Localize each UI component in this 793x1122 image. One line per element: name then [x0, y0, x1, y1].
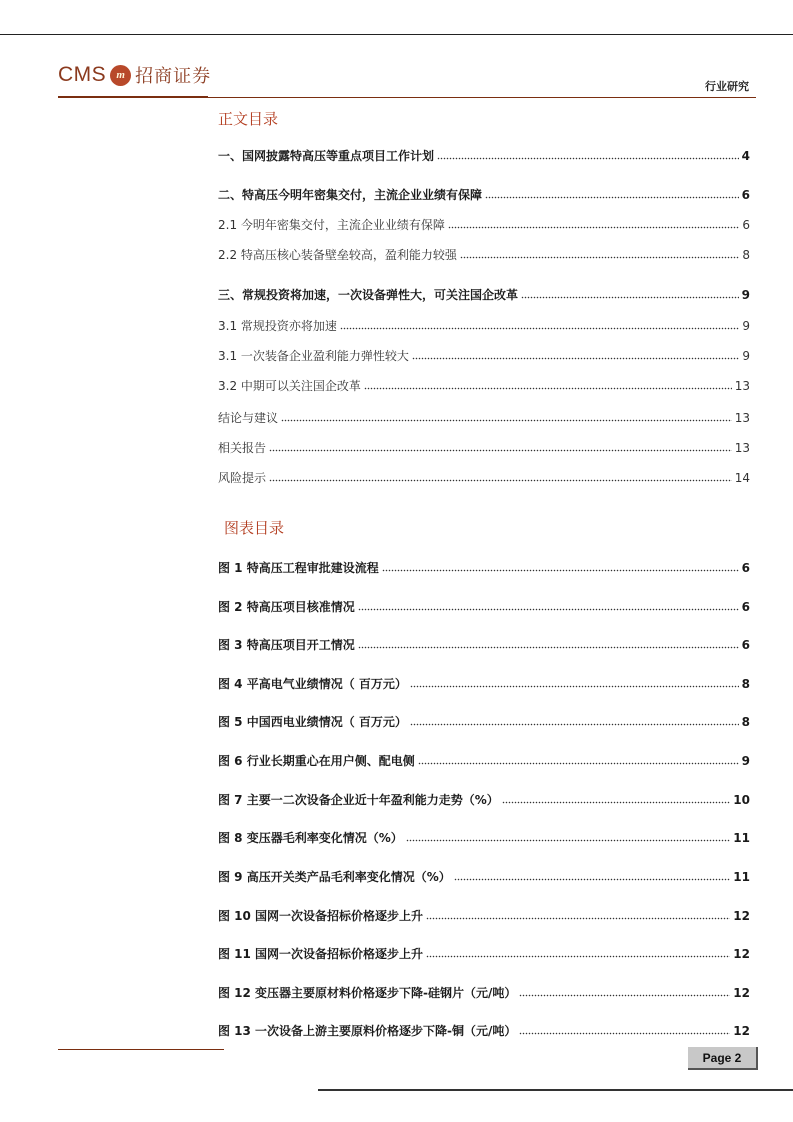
figure-entry[interactable] [218, 637, 750, 653]
figure-entry-page: 11 [733, 870, 750, 884]
figure-entry-page: 6 [741, 638, 750, 652]
figure-entry-label: 图 12 变压器主要原材料价格逐步下降-硅钢片（元/吨） [218, 986, 517, 1000]
dot-leader [418, 753, 739, 765]
toc-entry-label: 风险提示 [218, 471, 267, 485]
dot-leader [382, 560, 739, 572]
figure-entry[interactable] [218, 753, 750, 769]
dot-leader [269, 440, 732, 452]
figure-entry-label: 图 1 特高压工程审批建设流程 [218, 561, 379, 575]
dot-leader [410, 714, 739, 726]
dot-leader [281, 410, 732, 422]
figure-entry[interactable] [218, 599, 750, 615]
dot-leader [340, 318, 739, 330]
dot-leader [269, 470, 732, 482]
figure-entry-label: 图 10 国网一次设备招标价格逐步上升 [218, 909, 424, 923]
toc-entry[interactable] [218, 318, 750, 334]
toc-entry-page: 8 [742, 248, 750, 262]
figure-entry[interactable] [218, 560, 750, 576]
dot-leader [406, 830, 731, 842]
figure-entry-label: 图 8 变压器毛利率变化情况（%） [218, 831, 403, 845]
dot-leader [519, 1023, 730, 1035]
dot-leader [364, 378, 732, 390]
figure-list-title: 图表目录 [224, 519, 285, 537]
figure-entry-label: 图 3 特高压项目开工情况 [218, 638, 355, 652]
figure-entry-page: 12 [733, 947, 750, 961]
figure-entry-page: 12 [733, 986, 750, 1000]
toc-entry-page: 9 [742, 349, 750, 363]
toc-entry[interactable] [218, 187, 750, 203]
toc-entry[interactable] [218, 470, 750, 486]
dot-leader [437, 148, 739, 160]
logo-chinese: 招商证券 [135, 66, 212, 87]
dot-leader [410, 676, 739, 688]
toc-entry[interactable] [218, 440, 750, 456]
toc-entry-label: 2.2 特高压核心装备壁垒较高，盈利能力较强 [218, 248, 457, 262]
toc-title: 正文目录 [218, 110, 279, 128]
toc-entry-label: 二、特高压今明年密集交付，主流企业业绩有保障 [218, 188, 483, 202]
dot-leader [485, 187, 739, 199]
figure-entry[interactable] [218, 908, 750, 924]
figure-entry-page: 6 [741, 600, 750, 614]
top-rule [0, 34, 793, 35]
section-tag: 行业研究 [705, 80, 749, 93]
company-logo [58, 62, 211, 88]
figure-entry[interactable] [218, 792, 750, 808]
figure-entry[interactable] [218, 830, 750, 846]
figure-entry-page: 6 [741, 561, 750, 575]
toc-entry[interactable] [218, 378, 750, 394]
dot-leader [519, 985, 730, 997]
toc-entry-label: 3.1 一次装备企业盈利能力弹性较大 [218, 349, 409, 363]
dot-leader [521, 287, 739, 299]
figure-entry-page: 8 [741, 715, 750, 729]
figure-entry-label: 图 4 平高电气业绩情况（ 百万元） [218, 677, 407, 691]
figure-entry[interactable] [218, 869, 750, 885]
toc-entry-label: 相关报告 [218, 441, 267, 455]
dot-leader [358, 599, 739, 611]
toc-entry-label: 3.2 中期可以关注国企改革 [218, 379, 361, 393]
toc-entry-page: 13 [734, 411, 750, 425]
figure-entry-label: 图 2 特高压项目核准情况 [218, 600, 355, 614]
toc-entry-page: 14 [734, 471, 750, 485]
dot-leader [358, 637, 739, 649]
figure-entry-label: 图 5 中国西电业绩情况（ 百万元） [218, 715, 407, 729]
figure-entry-page: 8 [741, 677, 750, 691]
toc-entry[interactable] [218, 410, 750, 426]
logo-latin: CMS [58, 63, 107, 86]
figure-entry-label: 图 9 高压开关类产品毛利率变化情况（%） [218, 870, 451, 884]
toc-entry-page: 6 [741, 188, 750, 202]
toc-entry-label: 结论与建议 [218, 411, 279, 425]
toc-entry-label: 一、国网披露特高压等重点项目工作计划 [218, 149, 435, 163]
figure-entry-page: 12 [733, 909, 750, 923]
toc-entry-page: 9 [742, 319, 750, 333]
figure-entry-label: 图 11 国网一次设备招标价格逐步上升 [218, 947, 424, 961]
toc-entry-label: 2.1 今明年密集交付，主流企业业绩有保障 [218, 218, 445, 232]
dot-leader [448, 217, 739, 229]
toc-entry-page: 13 [734, 379, 750, 393]
figure-entry-page: 12 [733, 1024, 750, 1038]
footer-rule [58, 1049, 224, 1050]
toc-entry-page: 9 [741, 288, 750, 302]
figure-entry-page: 10 [733, 793, 750, 807]
figure-entry-label: 图 13 一次设备上游主要原料价格逐步下降-铜（元/吨） [218, 1024, 517, 1038]
figure-entry-page: 11 [733, 831, 750, 845]
figure-entry[interactable] [218, 946, 750, 962]
figure-entry-label: 图 7 主要一二次设备企业近十年盈利能力走势（%） [218, 793, 499, 807]
toc-entry-label: 三、常规投资将加速，一次设备弹性大，可关注国企改革 [218, 288, 519, 302]
dot-leader [502, 792, 731, 804]
toc-entry[interactable] [218, 287, 750, 303]
toc-entry-label: 3.1 常规投资亦将加速 [218, 319, 337, 333]
figure-entry[interactable] [218, 1023, 750, 1039]
toc-entry[interactable] [218, 247, 750, 263]
logo-seal-icon: m [110, 65, 131, 86]
figure-entry[interactable] [218, 714, 750, 730]
toc-entry[interactable] [218, 217, 750, 233]
page-number-badge: Page 2 [688, 1047, 758, 1070]
header-rule [208, 97, 756, 98]
toc-entry-page: 13 [734, 441, 750, 455]
dot-leader [460, 247, 739, 259]
dot-leader [412, 348, 739, 360]
dot-leader [426, 946, 730, 958]
dot-leader [454, 869, 731, 881]
figure-entry-label: 图 6 行业长期重心在用户侧、配电侧 [218, 754, 415, 768]
toc-entry-page: 4 [741, 149, 750, 163]
figure-entry-page: 9 [741, 754, 750, 768]
dot-leader [426, 908, 730, 920]
figure-entry[interactable] [218, 985, 750, 1001]
toc-entry[interactable] [218, 148, 750, 164]
header-rule-accent [58, 96, 208, 98]
toc-entry[interactable] [218, 348, 750, 364]
bottom-rule [318, 1089, 793, 1091]
toc-entry-page: 6 [742, 218, 750, 232]
figure-entry[interactable] [218, 676, 750, 692]
